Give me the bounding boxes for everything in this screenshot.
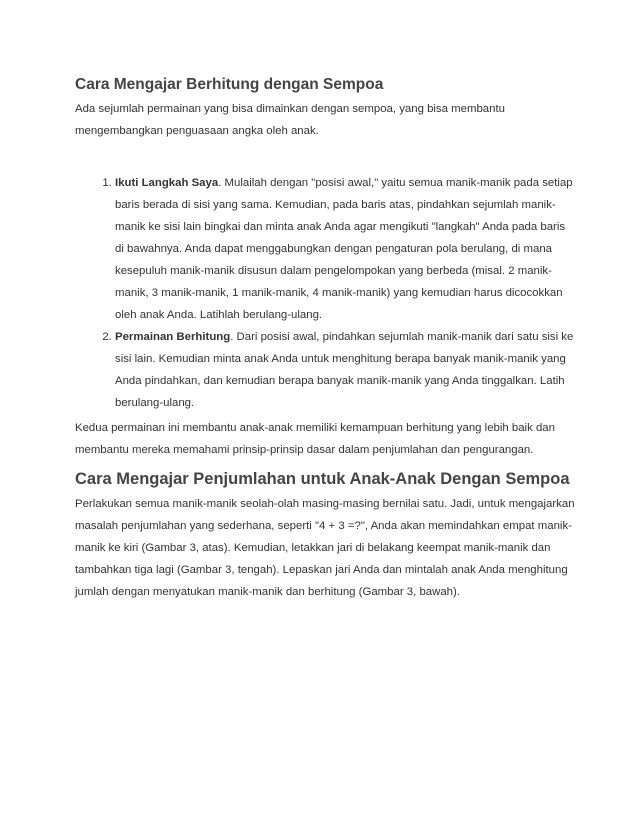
body-paragraph: Perlakukan semua manik-manik seolah-olah masing-masing bernilai satu. Jadi, untuk mengajarkan masalah penjumlahan yang sederhana, seperti "4 + 3 =?", Anda akan memindahkan empat manik-manik ke kiri (Gambar 3, atas). Kemudian, letakkan jari di belakang keempat manik-manik dan tambahkan tiga lagi (Gambar 3, tengah). Lepaskan jari Anda dan mintalah anak Anda menghitung jumlah dengan menyatukan manik-manik dan berhitung (Gambar 3, bawah).	[75, 498, 575, 598]
section-heading-berhitung: Cara Mengajar Berhitung dengan Sempoa	[75, 76, 384, 93]
list-item	[115, 172, 575, 326]
list-item-text: . Mulailah dengan "posisi awal," yaitu semua manik-manik pada setiap baris berada di sisi yang sama. Kemudian, pada baris atas, pindahkan sejumlah manik-manik ke sisi lain bingkai dan minta anak Anda agar mengikuti "langkah" Anda pada baris di bawahnya. Anda dapat menggabungkan dengan pengaturan pola berulang, di mana kesepuluh manik-manik disusun dalam pengelompokan yang berbeda (misal. 2 manik-manik, 3 manik-manik, 1 manik-manik, 4 manik-manik) yang kemudian harus dicocokkan oleh anak Anda. Latihlah berulang-ulang.	[115, 177, 573, 321]
section-heading-penjumlahan: Cara Mengajar Penjumlahan untuk Anak-Anak Dengan Sempoa	[75, 470, 570, 488]
game-list	[75, 172, 575, 414]
list-item	[115, 326, 575, 414]
list-item-title: Ikuti Langkah Saya	[115, 177, 219, 189]
closing-paragraph: Kedua permainan ini membantu anak-anak memiliki kemampuan berhitung yang lebih baik dan membantu mereka memahami prinsip-prinsip dasar dalam penjumlahan dan pengurangan.	[75, 422, 555, 456]
intro-paragraph: Ada sejumlah permainan yang bisa dimainkan dengan sempoa, yang bisa membantu mengembangkan penguasaan angka oleh anak.	[75, 103, 505, 137]
document-page	[75, 72, 575, 603]
list-item-text: . Dari posisi awal, pindahkan sejumlah manik-manik dari satu sisi ke sisi lain. Kemudian minta anak Anda untuk menghitung berapa banyak manik-manik yang Anda pindahkan, dan kemudian berapa banyak manik-manik yang Anda tinggalkan. Latih berulang-ulang.	[115, 331, 574, 409]
list-item-title: Permainan Berhitung	[115, 331, 231, 343]
